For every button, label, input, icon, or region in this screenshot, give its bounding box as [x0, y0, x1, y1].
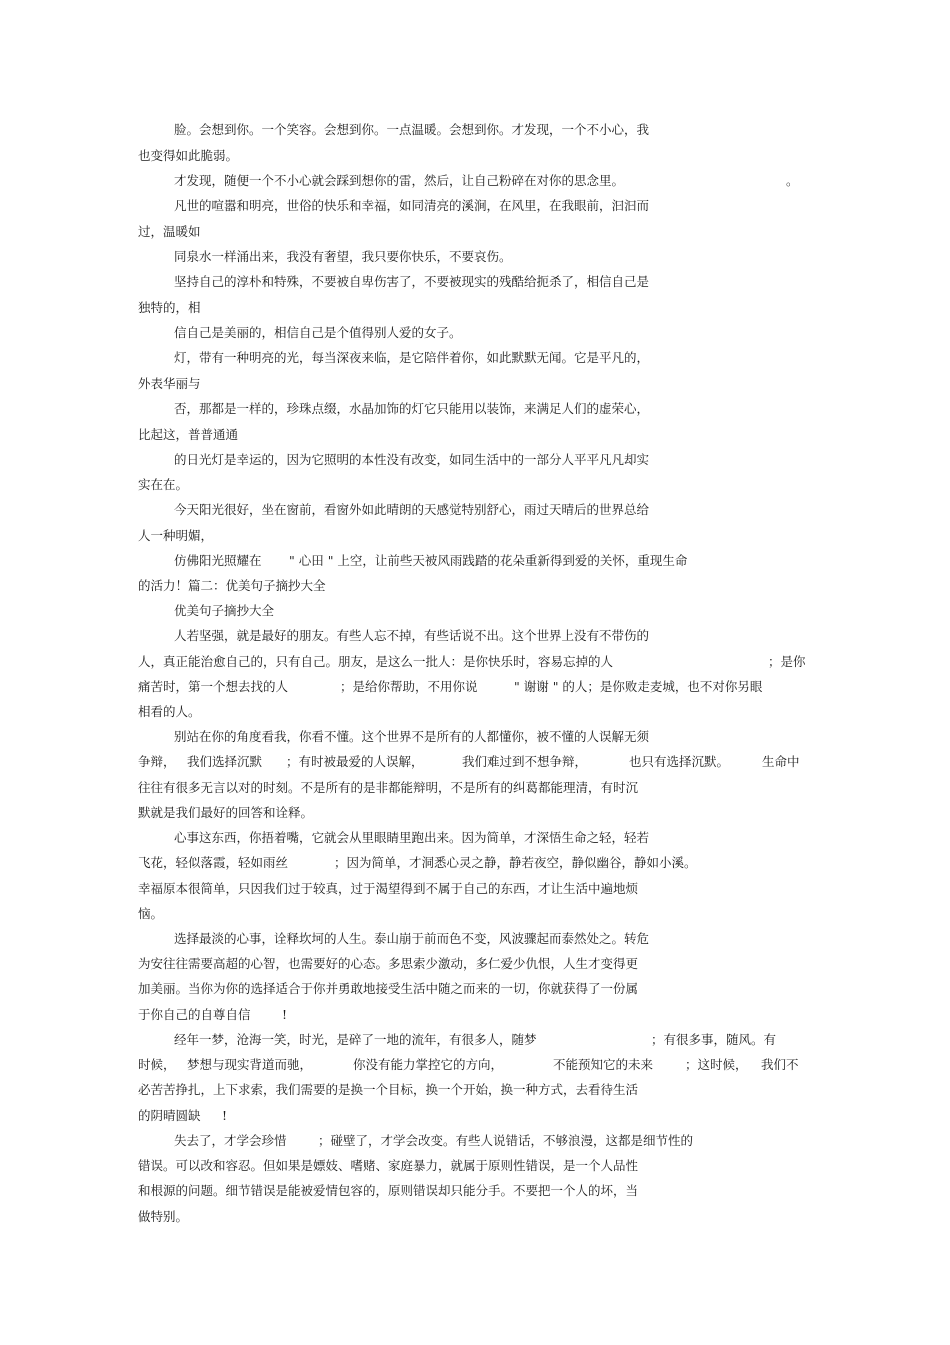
- text-line: 飞花，轻似落霞，轻如雨丝: [138, 855, 289, 870]
- text-line: 必苦苦挣扎，上下求索，我们需要的是换一个目标，换一个开始，换一种方式，去看待生活: [138, 1082, 639, 1097]
- text-line: 心事这东西，你捂着嘴，它就会从里眼睛里跑出来。因为简单，才深悟生命之轻，轻若: [174, 830, 650, 845]
- text-line: 才发现，随便一个不小心就会踩到想你的雷，然后，让自己粉碎在对你的思念里。: [174, 173, 625, 188]
- text-line: 错误。可以改和容忍。但如果是嫖妓、嗜赌、家庭暴力，就属于原则性错误，是一个人品性: [138, 1158, 639, 1173]
- text-line: 人，真正能治愈自己的，只有自己。朋友，是这么一批人：是你快乐时，容易忘掉的人: [138, 654, 614, 669]
- text-line: 比起这，普普通通: [138, 427, 239, 442]
- text-line: 为安往往需要高超的心智，也需要好的心态。多思索少激动，多仁爱少仇恨，人生才变得更: [138, 956, 639, 971]
- text-line: ；碰壁了，才学会改变。有些人说错话，不够浪漫，这都是细节性的: [318, 1133, 694, 1148]
- text-line: 我们不: [761, 1057, 799, 1072]
- text-line: 争辩，: [138, 754, 176, 769]
- text-line: ；这时候，: [685, 1057, 748, 1072]
- text-line: 人一种明媚，: [138, 528, 214, 543]
- text-line: 经年一梦，沧海一笑，时光，是碎了一地的流年，有很多人，随梦: [174, 1032, 537, 1047]
- text-line: 默就是我们最好的回答和诠释。: [138, 805, 314, 820]
- text-line: 恼。: [138, 906, 164, 921]
- text-line: 凡世的喧嚣和明亮，世俗的快乐和幸福，如同清亮的溪涧，在风里，在我眼前，汩汩而: [174, 198, 650, 213]
- text-line: 独特的，相: [138, 300, 201, 315]
- text-line: " 谢谢 " 的人；是你败走麦城，也不对你另眼: [514, 679, 763, 694]
- text-line: !: [222, 1108, 228, 1123]
- text-line: " 心田 " 上空，让前些天被风雨践踏的花朵重新得到爱的关怀，重现生命: [289, 553, 688, 568]
- text-line: 的活力！篇二：优美句子摘抄大全: [138, 578, 326, 593]
- text-line: 人若坚强，就是最好的朋友。有些人忘不掉，有些话说不出。这个世界上没有不带伤的: [174, 628, 650, 643]
- text-line: 坚持自己的淳朴和特殊，不要被自卑伤害了，不要被现实的残酷给扼杀了，相信自己是: [174, 274, 650, 289]
- text-line: 实在在。: [138, 477, 189, 492]
- text-line: ；因为简单，才洞悉心灵之静，静若夜空，静似幽谷，静如小溪。: [334, 855, 697, 870]
- text-line: 脸。会想到你。一个笑容。会想到你。一点温暖。会想到你。才发现，一个不小心，我: [174, 122, 650, 137]
- text-line: 否，那都是一样的，珍珠点缀，水晶加饰的灯它只能用以装饰，来满足人们的虚荣心，: [174, 401, 650, 416]
- text-line: 痛苦时，第一个想去找的人: [138, 679, 289, 694]
- text-line: 。: [786, 173, 799, 188]
- text-line: 相看的人。: [138, 704, 201, 719]
- text-line: 我们选择沉默: [187, 754, 263, 769]
- text-line: 加美丽。当你为你的选择适合于你并勇敢地接受生活中随之而来的一切，你就获得了一份属: [138, 981, 639, 996]
- text-line: 梦想与现实背道而驰，: [187, 1057, 313, 1072]
- text-line: ；是给你帮助，不用你说: [340, 679, 478, 694]
- text-line: 失去了，才学会珍惜: [174, 1133, 287, 1148]
- text-line: 别站在你的角度看我，你看不懂。这个世界不是所有的人都懂你，被不懂的人误解无须: [174, 729, 650, 744]
- text-line: 和根源的问题。细节错误是能被爱情包容的，原则错误却只能分手。不要把一个人的坏，当: [138, 1183, 639, 1198]
- text-line: 仿佛阳光照耀在: [174, 553, 262, 568]
- text-line: 信自己是美丽的，相信自己是个值得别人爱的女子。: [174, 325, 462, 340]
- text-line: 同泉水一样涌出来，我没有奢望，我只要你快乐，不要哀伤。: [174, 249, 512, 264]
- text-line: ；有很多事，随风。有: [651, 1032, 777, 1047]
- text-line: ；有时被最爱的人误解，: [286, 754, 424, 769]
- text-line: ；是你: [768, 654, 806, 669]
- text-line: 不能预知它的未来: [553, 1057, 654, 1072]
- text-line: 外表华丽与: [138, 376, 201, 391]
- text-line: 灯，带有一种明亮的光，每当深夜来临，是它陪伴着你，如此默默无闻。它是平凡的，: [174, 350, 650, 365]
- text-line: 的阴晴圆缺: [138, 1108, 201, 1123]
- text-line: 幸福原本很简单，只因我们过于较真，过于渴望得到不属于自己的东西，才让生活中遍地烦: [138, 881, 639, 896]
- section-heading: 优美句子摘抄大全: [174, 603, 275, 618]
- text-line: 时候，: [138, 1057, 176, 1072]
- text-line: 也变得如此脆弱。: [138, 148, 239, 163]
- text-line: 今天阳光很好，坐在窗前，看窗外如此晴朗的天感觉特别舒心，雨过天晴后的世界总给: [174, 502, 650, 517]
- text-line: 往往有很多无言以对的时刻。不是所有的是非都能辩明，不是所有的纠葛都能理清，有时沉: [138, 780, 639, 795]
- text-line: 你没有能力掌控它的方向，: [353, 1057, 504, 1072]
- text-line: 于你自己的自尊自信: [138, 1007, 251, 1022]
- text-line: 生命中: [762, 754, 800, 769]
- text-line: 也只有选择沉默。: [629, 754, 730, 769]
- text-line: 过，温暖如: [138, 224, 201, 239]
- text-line: 选择最淡的心事，诠释坎坷的人生。泰山崩于前而色不变，风波骤起而泰然处之。转危: [174, 931, 650, 946]
- text-line: 做特别。: [138, 1209, 189, 1224]
- text-line: !: [282, 1007, 288, 1022]
- text-line: 我们难过到不想争辩，: [462, 754, 588, 769]
- text-line: 的日光灯是幸运的，因为它照明的本性没有改变，如同生活中的一部分人平平凡凡却实: [174, 452, 650, 467]
